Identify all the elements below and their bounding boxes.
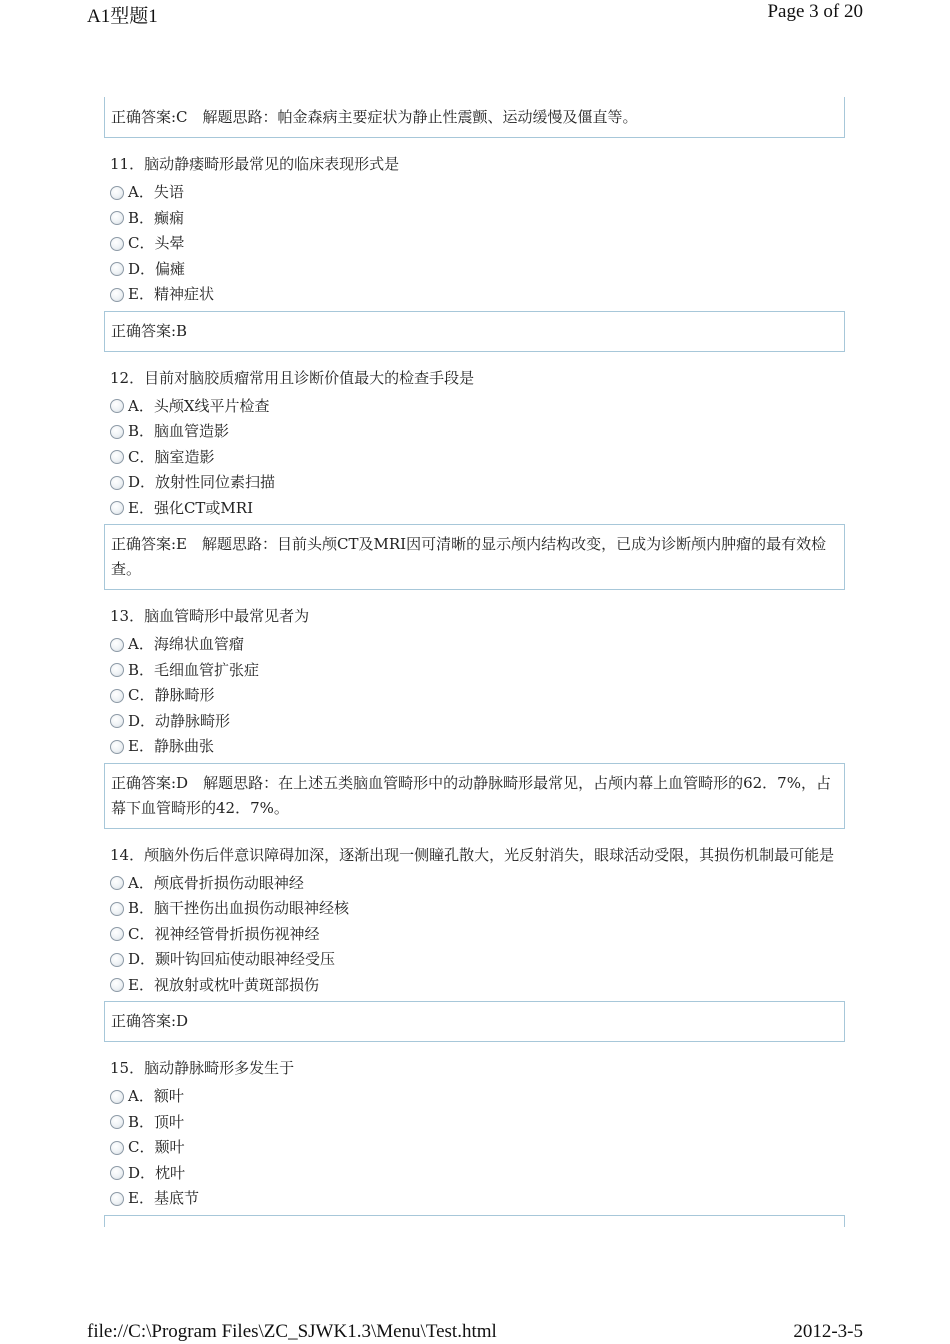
answer-text: 正确答案:E 解题思路：目前头颅CT及MRI因可清晰的显示颅内结构改变，已成为诊断颅内肿瘤的最有效检查。: [111, 535, 827, 578]
option-b[interactable]: [110, 419, 839, 445]
option-label: E．静脉曲张: [128, 737, 214, 755]
question-title: 12．目前对脑胶质瘤常用且诊断价值最大的检查手段是: [110, 368, 475, 387]
radio-icon[interactable]: [110, 663, 124, 677]
question-title: 15．脑动静脉畸形多发生于: [110, 1059, 295, 1077]
option-label: E．精神症状: [128, 285, 214, 303]
option-label: B．毛细血管扩张症: [128, 660, 260, 679]
header-page-number: Page 3 of 20: [767, 1, 863, 22]
answer-box-q11: [104, 311, 845, 352]
option-c[interactable]: [110, 445, 839, 471]
answer-box-q13: [104, 763, 845, 829]
option-label: D．放射性同位素扫描: [128, 473, 276, 491]
radio-icon[interactable]: [110, 399, 124, 413]
question-title: 14．颅脑外伤后伴意识障碍加深，逐渐出现一侧瞳孔散大，光反射消失，眼球活动受限，其损伤机制最可能是: [110, 845, 835, 864]
option-a[interactable]: [110, 394, 839, 420]
answer-box-q10: [104, 97, 845, 138]
option-c[interactable]: [110, 1135, 839, 1161]
option-a[interactable]: [110, 871, 839, 897]
radio-icon[interactable]: [110, 1090, 124, 1104]
option-d[interactable]: [110, 709, 839, 735]
option-label: A．失语: [128, 183, 184, 201]
option-label: E．强化CT或MRI: [128, 498, 254, 517]
radio-icon[interactable]: [110, 1192, 124, 1206]
question-11: [104, 138, 845, 308]
option-label: E．基底节: [128, 1189, 199, 1207]
option-c[interactable]: [110, 683, 839, 709]
option-b[interactable]: [110, 658, 839, 684]
radio-icon[interactable]: [110, 638, 124, 652]
option-label: C．颞叶: [128, 1138, 185, 1156]
question-title: 13．脑血管畸形中最常见者为: [110, 607, 310, 625]
answer-box-q14: [104, 1001, 845, 1042]
option-a[interactable]: [110, 1084, 839, 1110]
radio-icon[interactable]: [110, 211, 124, 225]
option-label: D．动静脉畸形: [128, 711, 231, 730]
footer-file-path: file://C:\Program Files\ZC_SJWK1.3\Menu\Test.html: [87, 1321, 497, 1342]
radio-icon[interactable]: [110, 288, 124, 302]
radio-icon[interactable]: [110, 450, 124, 464]
radio-icon[interactable]: [110, 501, 124, 515]
radio-icon[interactable]: [110, 1141, 124, 1155]
answer-text: 正确答案:C 解题思路：帕金森病主要症状为静止性震颤、运动缓慢及僵直等。: [111, 108, 638, 126]
option-label: D．偏瘫: [128, 259, 186, 278]
radio-icon[interactable]: [110, 714, 124, 728]
question-12: [104, 352, 845, 522]
question-14: [104, 829, 845, 999]
answer-text: 正确答案:B: [111, 321, 188, 340]
option-label: B．脑干挫伤出血损伤动眼神经核: [128, 899, 350, 917]
option-label: C．视神经管骨折损伤视神经: [128, 924, 320, 943]
option-label: B．癫痫: [128, 208, 185, 227]
option-e[interactable]: [110, 1186, 839, 1212]
option-b[interactable]: [110, 1110, 839, 1136]
option-label: C．静脉畸形: [128, 686, 215, 704]
radio-icon[interactable]: [110, 953, 124, 967]
option-e[interactable]: [110, 496, 839, 522]
radio-icon[interactable]: [110, 740, 124, 754]
question-13: [104, 590, 845, 760]
answer-box-q12: [104, 524, 845, 590]
option-label: A．海绵状血管瘤: [128, 635, 244, 653]
option-d[interactable]: [110, 947, 839, 973]
question-list: [104, 97, 845, 1227]
option-d[interactable]: [110, 470, 839, 496]
option-label: A．颅底骨折损伤动眼神经: [128, 873, 304, 892]
option-label: E．视放射或枕叶黄斑部损伤: [128, 975, 319, 994]
radio-icon[interactable]: [110, 927, 124, 941]
radio-icon[interactable]: [110, 902, 124, 916]
option-label: B．脑血管造影: [128, 422, 230, 440]
footer-date: 2012-3-5: [793, 1321, 863, 1342]
option-c[interactable]: [110, 231, 839, 257]
option-b[interactable]: [110, 206, 839, 232]
option-e[interactable]: [110, 282, 839, 308]
radio-icon[interactable]: [110, 978, 124, 992]
radio-icon[interactable]: [110, 425, 124, 439]
option-label: A．额叶: [128, 1087, 184, 1105]
option-label: C．脑室造影: [128, 447, 215, 466]
answer-text: 正确答案:D 解题思路：在上述五类脑血管畸形中的动静脉畸形最常见，占颅内幕上血管畸形的62．7%，占幕下血管畸形的42．7%。: [111, 773, 831, 817]
radio-icon[interactable]: [110, 476, 124, 490]
option-c[interactable]: [110, 922, 839, 948]
answer-text: 正确答案:D: [111, 1012, 189, 1030]
option-e[interactable]: [110, 973, 839, 999]
option-a[interactable]: [110, 180, 839, 206]
question-15: [104, 1042, 845, 1212]
option-a[interactable]: [110, 632, 839, 658]
radio-icon[interactable]: [110, 1115, 124, 1129]
radio-icon[interactable]: [110, 876, 124, 890]
header-title: A1型题1: [87, 6, 158, 27]
radio-icon[interactable]: [110, 1166, 124, 1180]
option-label: B．顶叶: [128, 1112, 185, 1131]
option-label: D．颞叶钩回疝使动眼神经受压: [128, 950, 336, 968]
question-title: 11．脑动静瘘畸形最常见的临床表现形式是: [110, 155, 400, 173]
option-b[interactable]: [110, 896, 839, 922]
option-e[interactable]: [110, 734, 839, 760]
option-d[interactable]: [110, 1161, 839, 1187]
radio-icon[interactable]: [110, 262, 124, 276]
option-label: C．头晕: [128, 234, 185, 252]
option-label: A．头颅X线平片检查: [128, 396, 270, 415]
radio-icon[interactable]: [110, 689, 124, 703]
answer-box-q15: [104, 1215, 845, 1227]
option-d[interactable]: [110, 257, 839, 283]
radio-icon[interactable]: [110, 186, 124, 200]
radio-icon[interactable]: [110, 237, 124, 251]
option-label: D．枕叶: [128, 1163, 186, 1182]
